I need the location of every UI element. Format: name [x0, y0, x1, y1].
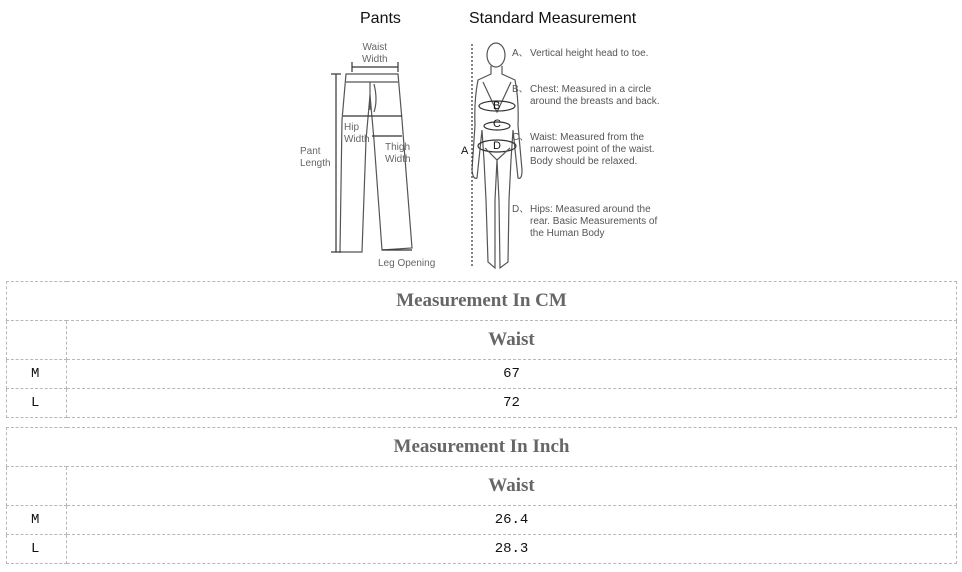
table-row: [7, 389, 957, 418]
letter-c: C: [493, 118, 501, 130]
table-title: Measurement In Inch: [7, 428, 957, 467]
letter-b: B: [493, 100, 501, 112]
waist-value: 72: [67, 389, 957, 418]
description-text: Chest: Measured in a circle around the breasts and back.: [530, 84, 660, 107]
waist-value: 28.3: [67, 535, 957, 564]
measurement-diagram: [290, 0, 670, 278]
description-key: B、: [512, 84, 529, 95]
description-key: C、: [512, 132, 530, 143]
size-table-cm: [6, 281, 957, 418]
size-cell: M: [7, 360, 67, 389]
description-text: Hips: Measured around the rear. Basic Measurements of the Human Body: [530, 204, 658, 239]
column-header-waist: Waist: [67, 467, 957, 506]
waist-width-label: Waist Width: [362, 42, 388, 65]
size-cell: L: [7, 389, 67, 418]
size-cell: L: [7, 535, 67, 564]
size-table-inch: [6, 427, 957, 564]
size-cell: M: [7, 506, 67, 535]
empty-header-cell: [7, 321, 67, 360]
waist-value: 26.4: [67, 506, 957, 535]
hip-width-label: Hip Width: [344, 122, 370, 145]
description-text: Vertical height head to toe.: [530, 48, 649, 59]
description-b: [512, 84, 660, 108]
description-c: [512, 132, 660, 168]
standard-measurement-heading: Standard Measurement: [469, 10, 637, 27]
table-row: [7, 506, 957, 535]
letter-a: A: [461, 145, 469, 157]
thigh-width-label: Thigh Width: [385, 142, 411, 165]
pants-heading: Pants: [360, 10, 401, 27]
description-key: A、: [512, 48, 529, 59]
table-row: [7, 360, 957, 389]
leg-opening-label: Leg Opening: [378, 258, 436, 269]
empty-header-cell: [7, 467, 67, 506]
column-header-waist: Waist: [67, 321, 957, 360]
description-key: D、: [512, 204, 530, 215]
table-title: Measurement In CM: [7, 282, 957, 321]
description-text: Waist: Measured from the narrowest point of the waist. Body should be relaxed.: [530, 132, 655, 167]
pant-length-label: Pant Length: [300, 146, 331, 169]
waist-value: 67: [67, 360, 957, 389]
description-d: [512, 204, 660, 240]
description-a: [512, 48, 660, 60]
letter-d: D: [493, 140, 501, 152]
table-row: [7, 535, 957, 564]
